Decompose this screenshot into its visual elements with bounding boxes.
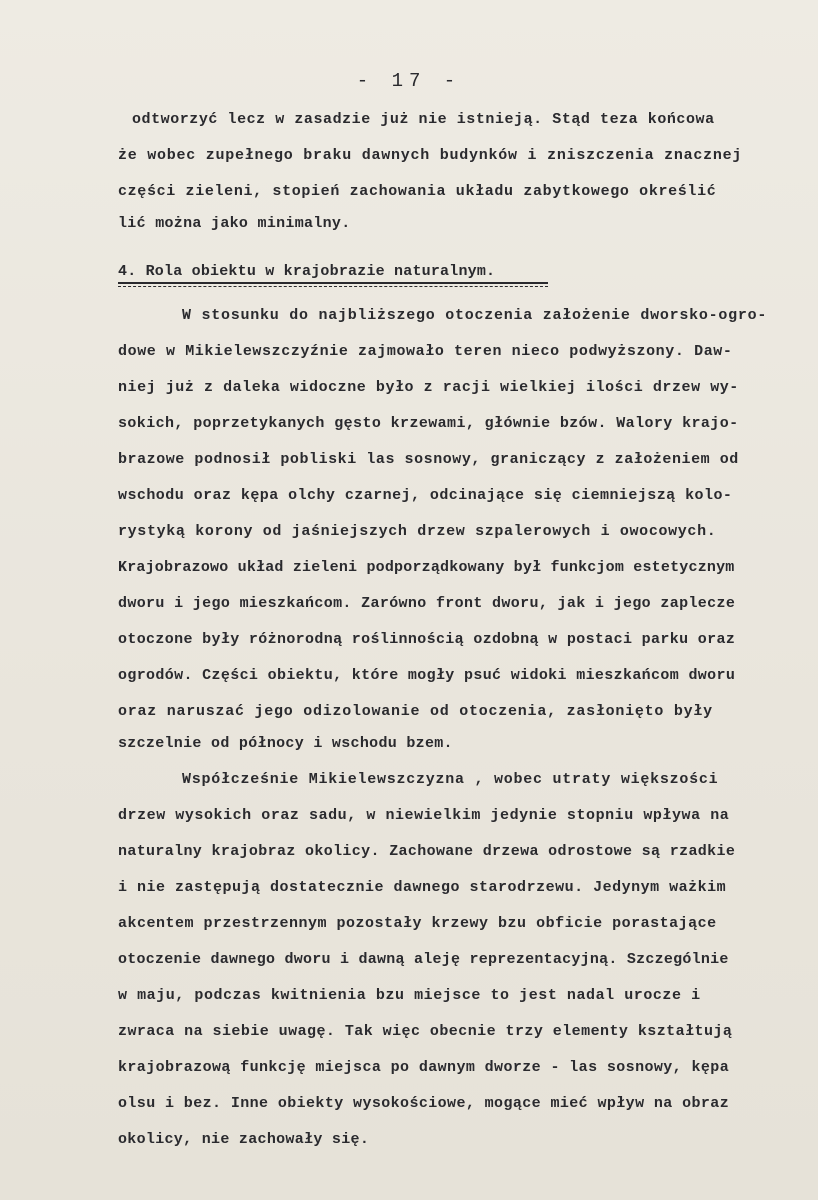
page-number: - 17 - bbox=[356, 70, 462, 92]
heading-underline-dashed bbox=[118, 286, 548, 287]
text-line: Krajobrazowo układ zieleni podporządkowany był funkcjom estetycznym bbox=[118, 559, 735, 576]
text-line: że wobec zupełnego braku dawnych budynków i zniszczenia znacznej bbox=[118, 147, 743, 164]
text-line: rystyką korony od jaśniejszych drzew szpalerowych i owocowych. bbox=[118, 523, 717, 540]
text-line: naturalny krajobraz okolicy. Zachowane drzewa odrostowe są rzadkie bbox=[118, 843, 736, 860]
text-line: otoczenie dawnego dworu i dawną aleję reprezentacyjną. Szczególnie bbox=[118, 951, 729, 968]
text-line: lić można jako minimalny. bbox=[118, 215, 351, 232]
text-line: W stosunku do najbliższego otoczenia założenie dworsko-ogro- bbox=[182, 307, 768, 324]
text-line: okolicy, nie zachowały się. bbox=[118, 1131, 370, 1148]
text-line: szczelnie od północy i wschodu bzem. bbox=[118, 735, 453, 752]
text-line: wschodu oraz kępa olchy czarnej, odcinające się ciemniejszą kolo- bbox=[118, 487, 733, 504]
text-line: ogrodów. Części obiektu, które mogły psuć widoki mieszkańcom dworu bbox=[118, 667, 736, 684]
text-line: otoczone były różnorodną roślinnością ozdobną w postaci parku oraz bbox=[118, 631, 736, 648]
text-line: oraz naruszać jego odizolowanie od otoczenia, zasłonięto były bbox=[118, 703, 713, 720]
text-line: Współcześnie Mikielewszczyzna , wobec utraty większości bbox=[182, 771, 719, 788]
text-line: w maju, podczas kwitnienia bzu miejsce to jest nadal urocze i bbox=[118, 987, 701, 1004]
text-line: brazowe podnosił pobliski las sosnowy, graniczący z założeniem od bbox=[118, 451, 739, 468]
text-line: drzew wysokich oraz sadu, w niewielkim jedynie stopniu wpływa na bbox=[118, 807, 730, 824]
text-line: niej już z daleka widoczne było z racji wielkiej ilości drzew wy- bbox=[118, 379, 739, 396]
text-line: odtworzyć lecz w zasadzie już nie istnieją. Stąd teza końcowa bbox=[132, 111, 715, 128]
text-line: zwraca na siebie uwagę. Tak więc obecnie trzy elementy kształtują bbox=[118, 1023, 733, 1040]
text-line: akcentem przestrzennym pozostały krzewy bzu obficie porastające bbox=[118, 915, 717, 932]
text-line: i nie zastępują dostatecznie dawnego starodrzewu. Jedynym ważkim bbox=[118, 879, 727, 896]
text-line: olsu i bez. Inne obiekty wysokościowe, mogące mieć wpływ na obraz bbox=[118, 1095, 730, 1112]
text-line: krajobrazową funkcję miejsca po dawnym dworze - las sosnowy, kępa bbox=[118, 1059, 730, 1076]
text-line: dowe w Mikielewszczyźnie zajmowało teren nieco podwyższony. Daw- bbox=[118, 343, 733, 360]
text-line: sokich, poprzetykanych gęsto krzewami, głównie bzów. Walory krajo- bbox=[118, 415, 739, 432]
heading-underline bbox=[118, 282, 548, 284]
section-heading: 4. Rola obiektu w krajobrazie naturalnym. bbox=[118, 263, 496, 280]
text-line: części zieleni, stopień zachowania układu zabytkowego określić bbox=[118, 183, 717, 200]
text-line: dworu i jego mieszkańcom. Zarówno front dworu, jak i jego zaplecze bbox=[118, 595, 736, 612]
